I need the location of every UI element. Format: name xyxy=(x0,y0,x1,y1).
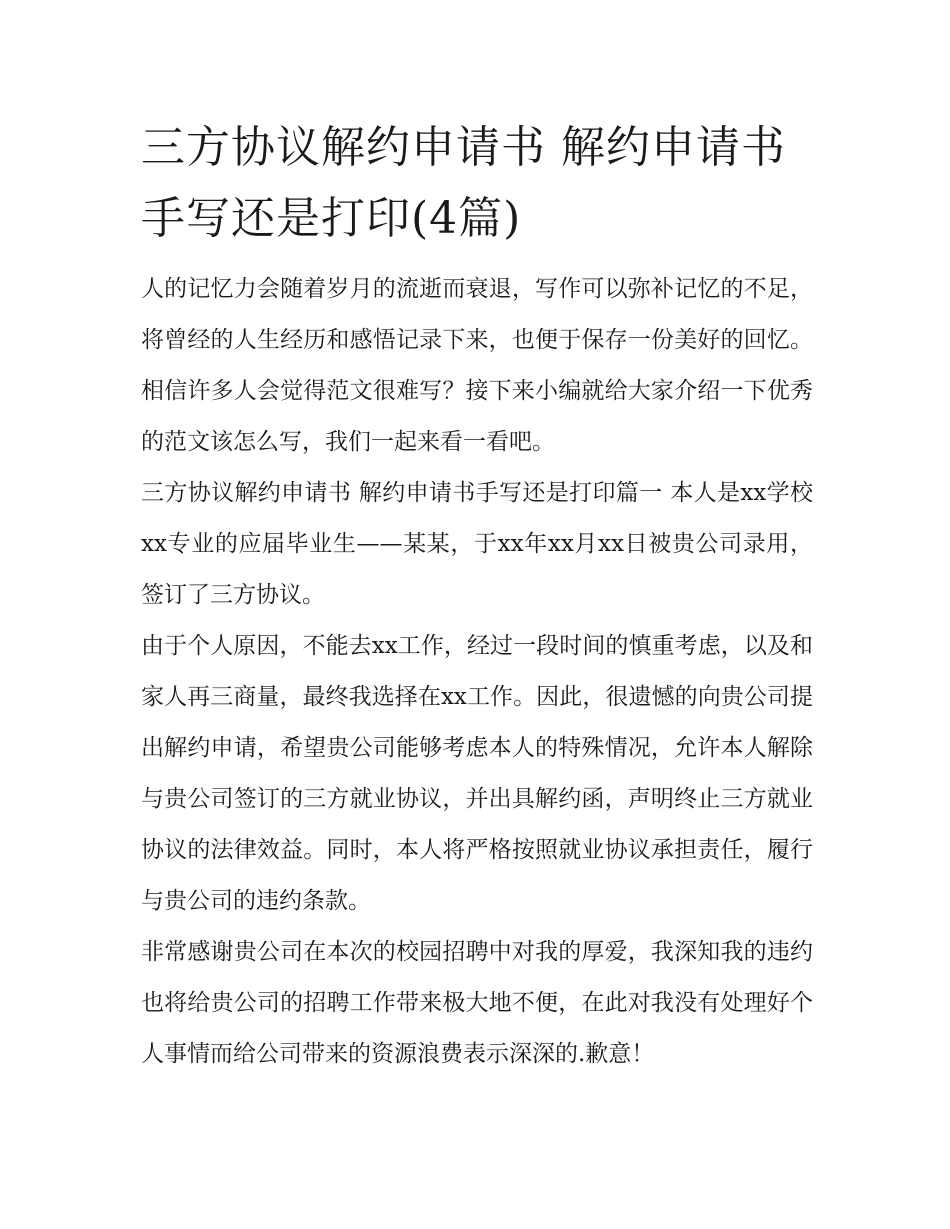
intro-paragraph: 人的记忆力会随着岁月的流逝而衰退，写作可以弥补记忆的不足，将曾经的人生经历和感悟记录下来，也便于保存一份美好的回忆。相信许多人会觉得范文很难写？接下来小编就给大家介绍一下优秀的范文该怎么写，我们一起来看一看吧。 xyxy=(141,276,813,455)
document-content xyxy=(141,112,813,1080)
body-paragraph: 由于个人原因，不能去xx工作，经过一段时间的慎重考虑，以及和家人再三商量，最终我选择在xx工作。因此，很遗憾的向贵公司提出解约申请，希望贵公司能够考虑本人的特殊情况，允许本人解除与贵公司签订的三方就业协议，并出具解约函，声明终止三方就业协议的法律效益。同时，本人将严格按照就业协议承担责任，履行与贵公司的违约条款。 xyxy=(141,633,813,914)
body-paragraph: 三方协议解约申请书 解约申请书手写还是打印篇一 本人是xx学校xx专业的应届毕业生——某某，于xx年xx月xx日被贵公司录用，签订了三方协议。 xyxy=(141,480,813,608)
body-paragraph: 非常感谢贵公司在本次的校园招聘中对我的厚爱，我深知我的违约也将给贵公司的招聘工作带来极大地不便，在此对我没有处理好个人事情而给公司带来的资源浪费表示深深的.歉意！ xyxy=(141,939,813,1067)
document-title: 三方协议解约申请书 解约申请书手写还是打印(4篇) xyxy=(141,122,786,244)
